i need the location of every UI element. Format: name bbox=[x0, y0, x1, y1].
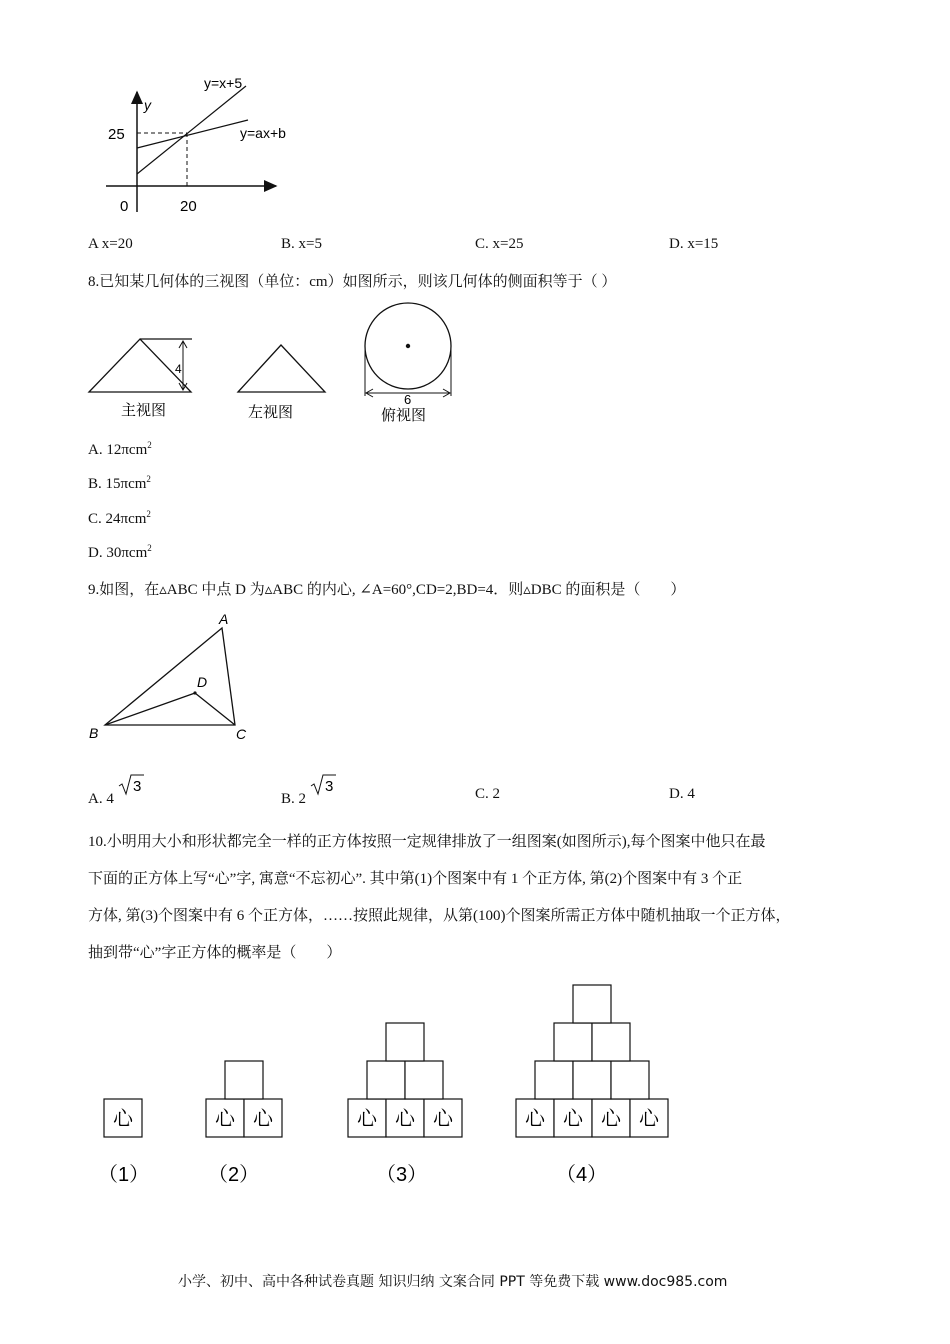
y-axis-label: y bbox=[144, 97, 151, 113]
xin-character: 心 bbox=[433, 1108, 453, 1130]
xin-character: 心 bbox=[563, 1108, 583, 1130]
q10-line-3: 方体, 第(3)个图案中有 6 个正方体，……按照此规律，从第(100)个图案所需正方体中随机抽取一个正方体， bbox=[88, 908, 791, 924]
vertex-a-label: A bbox=[219, 611, 229, 627]
segment-dc bbox=[195, 693, 235, 725]
xin-character: 心 bbox=[525, 1108, 545, 1130]
xin-character: 心 bbox=[253, 1108, 273, 1130]
q10-cube-patterns bbox=[90, 975, 690, 1195]
height-value: 4 bbox=[175, 362, 182, 376]
sqrt-symbol bbox=[310, 774, 336, 796]
q10-line-1: 10.小明用大小和形状都完全一样的正方体按照一定规律排放了一组图案(如图所示),每个图案中他只在最 bbox=[88, 834, 766, 850]
q8-option-b: B. 15πcm$^2$ bbox=[88, 474, 151, 492]
q7-option-a: A x=20 bbox=[88, 236, 133, 252]
front-view-label: 主视图 bbox=[121, 402, 167, 419]
line-y-x-plus-5 bbox=[137, 86, 246, 174]
xin-character: 心 bbox=[395, 1108, 415, 1130]
q8-three-views bbox=[84, 296, 474, 426]
line2-label: y=ax+b bbox=[240, 125, 286, 141]
x-tick-label: 20 bbox=[180, 198, 197, 215]
cube bbox=[225, 1061, 263, 1099]
xin-character: 心 bbox=[357, 1108, 377, 1130]
width-value: 6 bbox=[404, 392, 412, 407]
q8-option-c: C. 24πcm$^2$ bbox=[88, 509, 151, 527]
pattern-label: （2） bbox=[208, 1164, 260, 1186]
q10-line-2: 下面的正方体上写“心”字, 寓意“不忘初心”. 其中第(1)个图案中有 1 个正方体, 第(2)个图案中有 3 个正 bbox=[88, 871, 743, 887]
point-d-label: D bbox=[197, 674, 208, 690]
cube bbox=[405, 1061, 443, 1099]
cube bbox=[554, 1023, 592, 1061]
vertex-b-label: B bbox=[89, 725, 99, 741]
cube bbox=[573, 985, 611, 1023]
q8-option-a: A. 12πcm$^2$ bbox=[88, 440, 152, 458]
q8-stem: 8.已知某几何体的三视图（单位：cm）如图所示，则该几何体的侧面积等于（ ） bbox=[88, 274, 617, 290]
svg-text:3: 3 bbox=[324, 778, 334, 795]
line-y-ax-plus-b bbox=[137, 120, 248, 148]
line1-label: y=x+5 bbox=[204, 75, 243, 91]
segment-bd bbox=[105, 693, 195, 725]
footer-text: 小学、初中、高中各种试卷真题 知识归纳 文案合同 PPT 等免费下载 www.doc985.com bbox=[178, 1274, 728, 1290]
q8-option-d: D. 30πcm$^2$ bbox=[88, 543, 152, 561]
q7-linear-graph bbox=[100, 70, 290, 220]
cube bbox=[367, 1061, 405, 1099]
cube bbox=[592, 1023, 630, 1061]
pattern-label: （1） bbox=[98, 1164, 150, 1186]
pattern-label: （3） bbox=[376, 1164, 428, 1186]
top-view-label: 俯视图 bbox=[381, 407, 427, 424]
q9-stem: 9.如图，在▵ABC 中点 D 为▵ABC 的内心, ∠A=60°,CD=2,BD=4．则▵DBC 的面积是（ ） bbox=[88, 582, 686, 598]
top-view-center bbox=[406, 344, 410, 348]
sqrt-symbol bbox=[118, 774, 144, 796]
cube bbox=[611, 1061, 649, 1099]
q9-option-d: D. 4 bbox=[669, 786, 695, 802]
triangle-abc bbox=[105, 628, 235, 725]
q10-stem bbox=[88, 824, 868, 972]
cube bbox=[535, 1061, 573, 1099]
pattern-label: （4） bbox=[556, 1164, 608, 1186]
q7-option-c: C. x=25 bbox=[475, 236, 524, 252]
left-view-triangle bbox=[238, 345, 325, 392]
xin-character: 心 bbox=[113, 1108, 133, 1130]
q9-triangle-figure bbox=[84, 608, 264, 748]
xin-character: 心 bbox=[215, 1108, 235, 1130]
cube bbox=[386, 1023, 424, 1061]
origin-label: 0 bbox=[120, 198, 129, 215]
xin-character: 心 bbox=[639, 1108, 659, 1130]
q9-option-a: A. 4 3 bbox=[88, 786, 144, 808]
q10-line-4: 抽到带“心”字正方体的概率是（ ） bbox=[88, 945, 342, 961]
vertex-c-label: C bbox=[236, 726, 247, 742]
q7-option-b: B. x=5 bbox=[281, 236, 322, 252]
y-tick-label: 25 bbox=[108, 126, 125, 143]
q9-option-c: C. 2 bbox=[475, 786, 501, 802]
cube bbox=[573, 1061, 611, 1099]
xin-character: 心 bbox=[601, 1108, 621, 1130]
q7-option-d: D. x=15 bbox=[669, 236, 719, 252]
q9-option-b: B. 2 3 bbox=[281, 786, 336, 808]
svg-text:3: 3 bbox=[132, 778, 141, 795]
left-view-label: 左视图 bbox=[248, 404, 294, 421]
